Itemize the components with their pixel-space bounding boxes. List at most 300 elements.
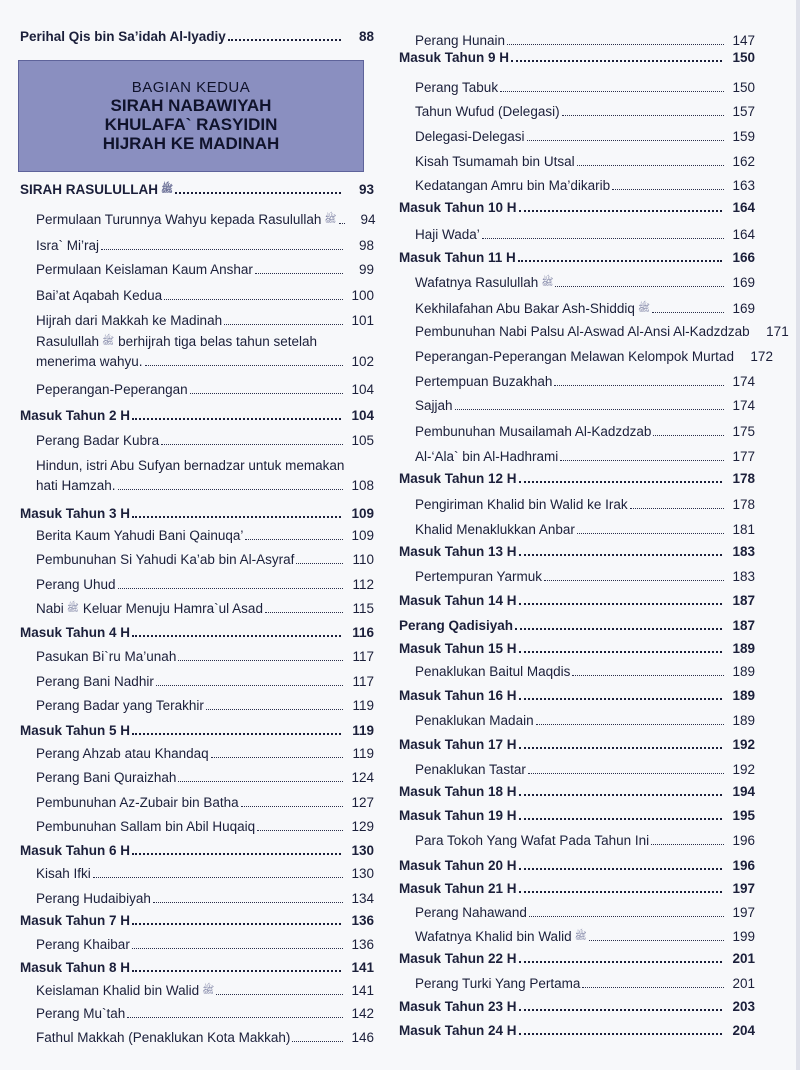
entry-page: 104 [351, 408, 374, 423]
entry-title: Masuk Tahun 8 H [20, 960, 131, 975]
toc-entry[interactable] [36, 577, 374, 593]
toc-entry[interactable] [36, 262, 374, 278]
toc-entry[interactable] [415, 275, 755, 291]
toc-heading-entry[interactable] [20, 723, 374, 739]
banner-title-2: KHULAFA` RASYIDIN [104, 115, 278, 134]
dot-leader [519, 698, 722, 700]
dot-leader [577, 533, 724, 534]
entry-title: Wafatnya Khalid bin Walid [415, 929, 572, 944]
dot-leader [511, 60, 722, 62]
dot-leader [245, 539, 343, 540]
entry-title: Rasulullah [36, 334, 100, 349]
entry-page: 175 [732, 424, 755, 439]
page-edge [796, 0, 800, 1070]
dot-leader [93, 877, 343, 878]
toc-entry[interactable] [415, 178, 755, 194]
entry-page: 171 [766, 324, 789, 339]
dot-leader [164, 299, 343, 300]
toc-entry[interactable] [415, 129, 755, 145]
entry-title: Perang Uhud [36, 577, 116, 592]
entry-page: 142 [351, 1006, 374, 1021]
dot-leader [519, 210, 722, 212]
toc-entry[interactable] [415, 398, 755, 414]
entry-page: 105 [351, 433, 374, 448]
entry-title: Permulaan Keislaman Kaum Anshar [36, 262, 253, 277]
dot-leader [582, 987, 724, 988]
entry-title: Masuk Tahun 10 H [399, 200, 517, 215]
entry-title: Kisah Ifki [36, 866, 91, 881]
dot-leader [206, 709, 343, 710]
dot-leader [190, 393, 343, 394]
entry-page: 187 [732, 593, 755, 608]
entry-title: Keislaman Khalid bin Walid [36, 983, 200, 998]
dot-leader [519, 868, 722, 870]
toc-entry[interactable] [415, 929, 755, 945]
entry-page: 109 [351, 506, 374, 521]
toc-heading-entry[interactable] [399, 951, 755, 967]
entry-page: 166 [732, 250, 755, 265]
dot-leader [156, 685, 343, 686]
entry-title: Masuk Tahun 14 H [399, 593, 517, 608]
entry-title: Perang Bani Quraizhah [36, 770, 177, 785]
entry-title: Pembunuhan Musailamah Al-Kadzdzab [415, 424, 652, 439]
toc-heading-entry[interactable] [399, 808, 755, 824]
entry-page: 189 [732, 688, 755, 703]
toc-heading-entry[interactable] [399, 999, 755, 1015]
entry-page: 195 [732, 808, 755, 823]
entry-title: Pertempuan Buzakhah [415, 374, 553, 389]
entry-page: 150 [732, 50, 755, 65]
dot-leader [507, 44, 724, 45]
entry-title: Masuk Tahun 20 H [399, 858, 517, 873]
entry-page: 110 [352, 552, 374, 567]
toc-entry[interactable] [36, 334, 374, 370]
entry-page: 119 [352, 723, 374, 738]
entry-title: Bai’at Aqabah Kedua [36, 288, 163, 303]
dot-leader [577, 165, 724, 166]
entry-page: 88 [358, 29, 374, 44]
toc-heading-entry[interactable] [399, 593, 755, 609]
entry-page: 157 [732, 104, 755, 119]
dot-leader [589, 940, 724, 941]
toc-entry[interactable] [36, 891, 374, 907]
entry-page: 98 [358, 238, 374, 253]
entry-title: Masuk Tahun 18 H [399, 784, 517, 799]
dot-leader [529, 916, 724, 917]
salawat-icon: ﷺ [102, 336, 115, 347]
entry-page: 197 [732, 905, 755, 920]
entry-title-cont: berhijrah tiga belas tahun setelah [118, 334, 318, 349]
toc-heading-entry[interactable] [399, 1023, 755, 1039]
entry-title: Perang Ahzab atau Khandaq [36, 746, 209, 761]
dot-leader [519, 603, 722, 605]
entry-title: Perang Nahawand [415, 905, 527, 920]
toc-heading-entry[interactable] [399, 737, 755, 753]
dot-leader [536, 724, 724, 725]
entry-page: 108 [351, 478, 374, 493]
toc-entry[interactable] [415, 449, 755, 465]
dot-leader [265, 612, 343, 613]
toc-entry[interactable] [36, 601, 374, 617]
entry-line-2 [36, 478, 374, 494]
toc-entry[interactable] [415, 374, 755, 390]
entry-page: 129 [351, 819, 374, 834]
dot-leader [257, 830, 343, 831]
entry-page: 204 [732, 1023, 755, 1038]
entry-page: 163 [732, 178, 755, 193]
entry-line-1 [36, 458, 344, 474]
dot-leader [562, 115, 724, 116]
dot-leader [554, 385, 724, 386]
entry-page: 197 [732, 881, 755, 896]
entry-line-2 [36, 354, 374, 370]
toc-entry[interactable] [36, 552, 374, 568]
entry-page: 104 [351, 382, 374, 397]
dot-leader [216, 994, 343, 995]
dot-leader [612, 189, 724, 190]
toc-entry[interactable] [415, 497, 755, 513]
entry-page: 178 [732, 471, 755, 486]
dot-leader [224, 324, 343, 325]
entry-page: 101 [351, 313, 374, 328]
entry-title: SIRAH RASULULLAH [20, 182, 158, 197]
dot-leader [518, 260, 722, 262]
entry-page: 117 [352, 674, 374, 689]
entry-page: 164 [732, 200, 755, 215]
banner-title-1: SIRAH NABAWIYAH [110, 96, 272, 115]
entry-title: Delegasi-Delegasi [415, 129, 525, 144]
entry-title: Pembunuhan Az-Zubair bin Batha [36, 795, 239, 810]
entry-page: 119 [352, 746, 374, 761]
toc-entry[interactable] [36, 458, 374, 494]
dot-leader [528, 773, 724, 774]
entry-page: 136 [351, 937, 374, 952]
toc-entry[interactable] [36, 746, 374, 762]
toc-entry[interactable] [415, 664, 755, 680]
toc-entry[interactable] [36, 1006, 374, 1022]
entry-title: Pasukan Bi`ru Ma’unah [36, 649, 177, 664]
entry-title: Isra` Mi’raj [36, 238, 99, 253]
toc-heading-entry[interactable] [20, 960, 374, 976]
toc-entry[interactable] [415, 80, 755, 96]
toc-entry[interactable] [415, 33, 755, 49]
toc-entry[interactable] [36, 649, 374, 665]
toc-entry[interactable] [415, 301, 755, 317]
entry-title: Pembunuhan Sallam bin Abil Huqaiq [36, 819, 256, 834]
entry-page: 183 [732, 569, 755, 584]
toc-entry[interactable] [36, 819, 374, 835]
toc-entry[interactable] [415, 833, 755, 849]
dot-leader [572, 675, 724, 676]
entry-page: 115 [352, 601, 374, 616]
dot-leader [241, 806, 343, 807]
toc-entry[interactable] [415, 569, 755, 585]
entry-page: 164 [732, 227, 755, 242]
dot-leader [178, 660, 343, 661]
entry-title: Fathul Makkah (Penaklukan Kota Makkah) [36, 1030, 291, 1045]
dot-leader [132, 853, 341, 855]
toc-heading-entry[interactable] [20, 625, 374, 641]
entry-title: Perang Mu`tah [36, 1006, 126, 1021]
entry-title: Perang Badar yang Terakhir [36, 698, 204, 713]
salawat-icon: ﷺ [66, 603, 79, 614]
entry-title: Kedatangan Amru bin Ma’dikarib [415, 178, 611, 193]
entry-page: 162 [732, 154, 755, 169]
dot-leader [519, 1033, 722, 1035]
toc-entry[interactable] [36, 698, 374, 714]
toc-entry[interactable] [415, 522, 755, 538]
toc-entry[interactable] [415, 424, 755, 440]
toc-entry[interactable] [36, 795, 374, 811]
entry-title: Pertempuran Yarmuk [415, 569, 543, 584]
entry-page: 116 [352, 625, 374, 640]
dot-leader [500, 91, 724, 92]
entry-title: Masuk Tahun 12 H [399, 471, 517, 486]
entry-title: Permulaan Turunnya Wahyu kepada Rasulullah [36, 212, 322, 227]
dot-leader [145, 365, 343, 366]
dot-leader [178, 781, 343, 782]
entry-page: 174 [732, 374, 755, 389]
entry-title: Pembunuhan Nabi Palsu Al-Aswad Al-Ansi Al-Kadzdzab [415, 324, 750, 339]
entry-page: 136 [351, 913, 374, 928]
entry-page: 183 [732, 544, 755, 559]
dot-leader [652, 312, 724, 313]
entry-title: Masuk Tahun 23 H [399, 999, 517, 1014]
entry-title: Hijrah dari Makkah ke Madinah [36, 313, 223, 328]
dot-leader [161, 444, 343, 445]
dot-leader [127, 1017, 343, 1018]
dot-leader [132, 418, 341, 420]
entry-title: Penaklukan Tastar [415, 762, 526, 777]
entry-title: Masuk Tahun 7 H [20, 913, 131, 928]
entry-title: Kekhilafahan Abu Bakar Ash-Shiddiq [415, 301, 635, 316]
entry-page: 181 [732, 522, 755, 537]
toc-entry[interactable] [415, 349, 773, 365]
toc-heading-entry[interactable] [20, 843, 374, 859]
toc-heading-entry[interactable] [399, 200, 755, 216]
toc-entry[interactable] [36, 937, 374, 953]
toc-entry[interactable] [36, 983, 374, 999]
entry-title: Masuk Tahun 13 H [399, 544, 517, 559]
entry-page: 146 [351, 1030, 374, 1045]
entry-title: Masuk Tahun 15 H [399, 641, 517, 656]
entry-title: Masuk Tahun 22 H [399, 951, 517, 966]
dot-leader [519, 891, 722, 893]
dot-leader [527, 140, 724, 141]
toc-entry[interactable] [415, 324, 789, 340]
dot-leader [455, 409, 724, 410]
toc-heading-entry[interactable] [399, 544, 755, 560]
toc-heading-entry[interactable] [20, 506, 374, 522]
entry-page: 172 [750, 349, 773, 364]
toc-heading-entry[interactable] [399, 881, 755, 897]
entry-title: Penaklukan Madain [415, 713, 534, 728]
salawat-icon: ﷺ [637, 303, 650, 314]
entry-page: 169 [732, 301, 755, 316]
entry-title: Masuk Tahun 24 H [399, 1023, 517, 1038]
entry-title: Khalid Menaklukkan Anbar [415, 522, 575, 537]
entry-title: Perang Qadisiyah [399, 618, 514, 633]
dot-leader [519, 818, 722, 820]
dot-leader [101, 249, 343, 250]
toc-heading-entry[interactable] [399, 618, 755, 634]
dot-leader [519, 554, 722, 556]
dot-leader [132, 923, 341, 925]
toc-top-entry[interactable] [20, 29, 374, 45]
entry-page: 192 [732, 762, 755, 777]
entry-page: 199 [732, 929, 755, 944]
toc-entry[interactable] [36, 770, 374, 786]
toc-heading-entry[interactable] [399, 471, 755, 487]
dot-leader [482, 238, 724, 239]
dot-leader [519, 794, 722, 796]
toc-entry[interactable] [415, 154, 755, 170]
entry-page: 119 [352, 698, 374, 713]
toc-entry[interactable] [415, 762, 755, 778]
entry-title: Masuk Tahun 21 H [399, 881, 517, 896]
dot-leader [255, 273, 343, 274]
dot-leader [653, 435, 724, 436]
dot-leader [519, 747, 722, 749]
entry-page: 134 [351, 891, 374, 906]
toc-heading-entry[interactable] [399, 688, 755, 704]
banner-part-label: BAGIAN KEDUA [131, 79, 251, 96]
entry-page: 174 [732, 398, 755, 413]
entry-title: Peperangan-Peperangan [36, 382, 188, 397]
entry-page: 169 [732, 275, 755, 290]
dot-leader [153, 902, 343, 903]
entry-page: 94 [360, 212, 376, 227]
toc-heading-entry[interactable] [399, 250, 755, 266]
entry-page: 109 [351, 528, 374, 543]
entry-page: 178 [732, 497, 755, 512]
entry-title: Perang Turki Yang Pertama [415, 976, 581, 991]
toc-heading-entry[interactable] [20, 182, 374, 198]
salawat-icon: ﷺ [541, 277, 554, 288]
entry-title: Masuk Tahun 6 H [20, 843, 131, 858]
entry-title-end: hati Hamzah. [36, 478, 116, 493]
entry-title: Perang Badar Kubra [36, 433, 160, 448]
dot-leader [651, 844, 724, 845]
toc-entry[interactable] [36, 528, 374, 544]
toc-entry[interactable] [415, 976, 755, 992]
dot-leader [118, 588, 343, 589]
toc-heading-entry[interactable] [399, 641, 755, 657]
entry-title: Wafatnya Rasulullah [415, 275, 539, 290]
toc-entry[interactable] [36, 238, 374, 254]
toc-entry[interactable] [415, 905, 755, 921]
dot-leader [544, 580, 724, 581]
dot-leader [132, 948, 343, 949]
toc-entry[interactable] [415, 713, 755, 729]
toc-heading-entry[interactable] [20, 913, 374, 929]
toc-entry[interactable] [415, 227, 755, 243]
salawat-icon: ﷺ [324, 214, 337, 225]
dot-leader [519, 481, 722, 483]
dot-leader [515, 628, 722, 630]
dot-leader [211, 757, 343, 758]
toc-entry[interactable] [36, 313, 374, 329]
entry-page: 124 [351, 770, 374, 785]
entry-page: 196 [732, 858, 755, 873]
entry-title: Nabi [36, 601, 64, 616]
entry-title: Masuk Tahun 11 H [399, 250, 516, 265]
entry-title: Masuk Tahun 3 H [20, 506, 131, 521]
toc-entry[interactable] [36, 288, 374, 304]
toc-heading-entry[interactable] [20, 408, 374, 424]
toc-heading-entry[interactable] [399, 858, 755, 874]
entry-title: Masuk Tahun 5 H [20, 723, 131, 738]
entry-title: Hindun, istri Abu Sufyan bernadzar untuk memakan [36, 458, 345, 473]
entry-title: Masuk Tahun 2 H [20, 408, 131, 423]
entry-title: Masuk Tahun 16 H [399, 688, 517, 703]
entry-page: 192 [732, 737, 755, 752]
dot-leader [132, 733, 341, 735]
dot-leader [519, 961, 722, 963]
toc-heading-entry[interactable] [399, 50, 755, 66]
entry-page: 141 [351, 960, 374, 975]
dot-leader [118, 489, 343, 490]
salawat-icon: ﷺ [574, 931, 587, 942]
entry-title: Masuk Tahun 9 H [399, 50, 510, 65]
entry-title: Masuk Tahun 4 H [20, 625, 131, 640]
toc-entry[interactable] [36, 212, 374, 228]
entry-page: 189 [732, 713, 755, 728]
banner-title-3: HIJRAH KE MADINAH [102, 134, 280, 153]
toc-heading-entry[interactable] [399, 784, 755, 800]
entry-page: 147 [732, 33, 755, 48]
entry-title: Perang Hudaibiyah [36, 891, 151, 906]
toc-entry[interactable] [415, 104, 755, 120]
entry-page: 187 [732, 618, 755, 633]
entry-page: 99 [358, 262, 374, 277]
entry-title: Al-‘Ala` bin Al-Hadhrami [415, 449, 559, 464]
entry-page: 159 [732, 129, 755, 144]
entry-title-cont: Keluar Menuju Hamra`ul Asad [82, 601, 263, 616]
entry-title: Penaklukan Baitul Maqdis [415, 664, 571, 679]
entry-title: Perang Bani Nadhir [36, 674, 154, 689]
toc-entry[interactable] [36, 433, 374, 449]
entry-title: Sajjah [415, 398, 453, 413]
toc-entry[interactable] [36, 674, 374, 690]
salawat-icon: ﷺ [202, 985, 215, 996]
dot-leader [630, 508, 724, 509]
entry-page: 177 [732, 449, 755, 464]
entry-title: Masuk Tahun 17 H [399, 737, 517, 752]
entry-page: 203 [732, 999, 755, 1014]
dot-leader [132, 970, 341, 972]
entry-title: Perang Hunain [415, 33, 506, 48]
entry-line-1 [36, 334, 317, 350]
entry-title: Tahun Wufud (Delegasi) [415, 104, 560, 119]
toc-entry[interactable] [36, 866, 374, 882]
dot-leader [519, 1009, 722, 1011]
toc-entry[interactable] [36, 382, 374, 398]
entry-page: 201 [732, 976, 755, 991]
entry-page: 150 [732, 80, 755, 95]
entry-page: 130 [351, 866, 374, 881]
entry-page: 189 [732, 641, 755, 656]
entry-page: 102 [351, 354, 374, 369]
entry-title: Peperangan-Peperangan Melawan Kelompok Murtad [415, 349, 734, 364]
entry-title: Perang Khaibar [36, 937, 130, 952]
entry-page: 194 [732, 784, 755, 799]
entry-page: 196 [732, 833, 755, 848]
entry-page: 130 [351, 843, 374, 858]
entry-title: Perang Tabuk [415, 80, 499, 95]
toc-entry[interactable] [36, 1030, 374, 1046]
entry-title-end: menerima wahyu. [36, 354, 143, 369]
